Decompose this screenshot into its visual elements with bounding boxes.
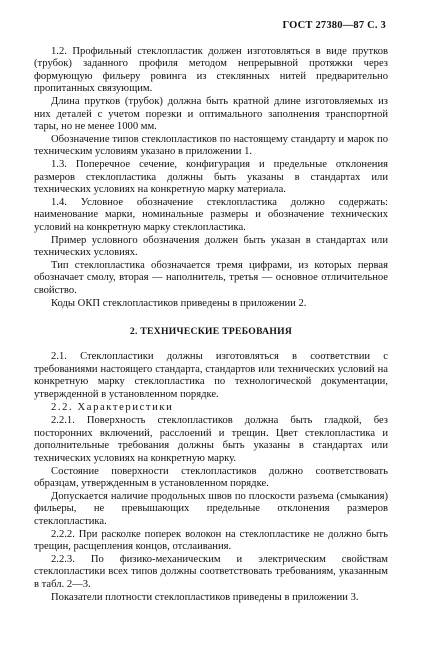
paragraph-2-2-1: 2.2.1. Поверхность стеклопластиков должна быть гладкой, без посторонних включений, расслоений и трещин. Цвет стеклопластика и дополнительные требования должны быть указаны в стандартах или технических условиях на конкретную марку. <box>34 415 388 464</box>
paragraph-type: Тип стеклопластика обозначается тремя цифрами, из которых первая обозначает смолу, вторая — наполнитель, третья — основное отличительное свойство. <box>34 259 388 296</box>
paragraph-surface: Состояние поверхности стеклопластиков должно соответствовать образцам, утвержденным в установленном порядке. <box>34 465 388 489</box>
document-body <box>34 46 388 605</box>
paragraph-2-2 <box>34 402 388 414</box>
paragraph-2-2-text: 2.2. Характеристики <box>51 402 174 414</box>
paragraph-density: Показатели плотности стеклопластиков приведены в приложении 3. <box>51 591 359 603</box>
paragraph-seams: Допускается наличие продольных швов по плоскости разъема (смыкания) фильеры, не превышающих предельные отклонения размеров стеклопластика. <box>34 490 388 527</box>
paragraph-1-3: 1.3. Поперечное сечение, конфигурация и предельные отклонения размеров стеклопластика должны быть указаны в стандартах или технических условиях на конкретную марку материала. <box>34 159 388 195</box>
paragraph-length: Длина прутков (трубок) должна быть кратной длине изготовляемых из них деталей с учетом порезки и оптимального заполнения транспортной тары, но не менее 1000 мм. <box>34 96 388 132</box>
paragraph-2-1: 2.1. Стеклопластики должны изготовляться в соответствии с требованиями настоящего стандарта, стандартов или технических условий на конкретную марку стеклопластика по технологической документации, утвержденной в установленном порядке. <box>34 351 388 400</box>
paragraph-1-4: 1.4. Условное обозначение стеклопластика должно содержать: наименование марки, номинальные размеры и обозначение технических условий на конкретную марку стеклопластика. <box>34 196 388 233</box>
paragraph-example: Пример условного обозначения должен быть указан в стандартах или технических условиях. <box>34 234 388 258</box>
paragraph-2-2-2: 2.2.2. При расколке поперек волокон на стеклопластике не должно быть трещин, расщепления концов, отслаивания. <box>34 528 388 553</box>
paragraph-designation: Обозначение типов стеклопластиков по настоящему стандарту и марок по техническим условиям указано в приложении 1. <box>34 133 388 158</box>
paragraph-okp: Коды ОКП стеклопластиков приведены в приложении 2. <box>51 297 307 309</box>
section-title: 2. ТЕХНИЧЕСКИЕ ТРЕБОВАНИЯ <box>129 326 293 338</box>
page-header: ГОСТ 27380—87 С. 3 <box>282 20 386 31</box>
paragraph-1-2: 1.2. Профильный стеклопластик должен изготовляться в виде прутков (трубок) заданного профиля методом непрерывной протяжки через формующую фильеру ровинга из стеклянных нитей предварительно пропитанных связующим. <box>34 46 388 95</box>
paragraph-2-2-3: 2.2.3. По физико-механическим и электрическим свойствам стеклопластики всех типов должны соответствовать требованиям, указанным в табл. 2—3. <box>34 553 388 590</box>
